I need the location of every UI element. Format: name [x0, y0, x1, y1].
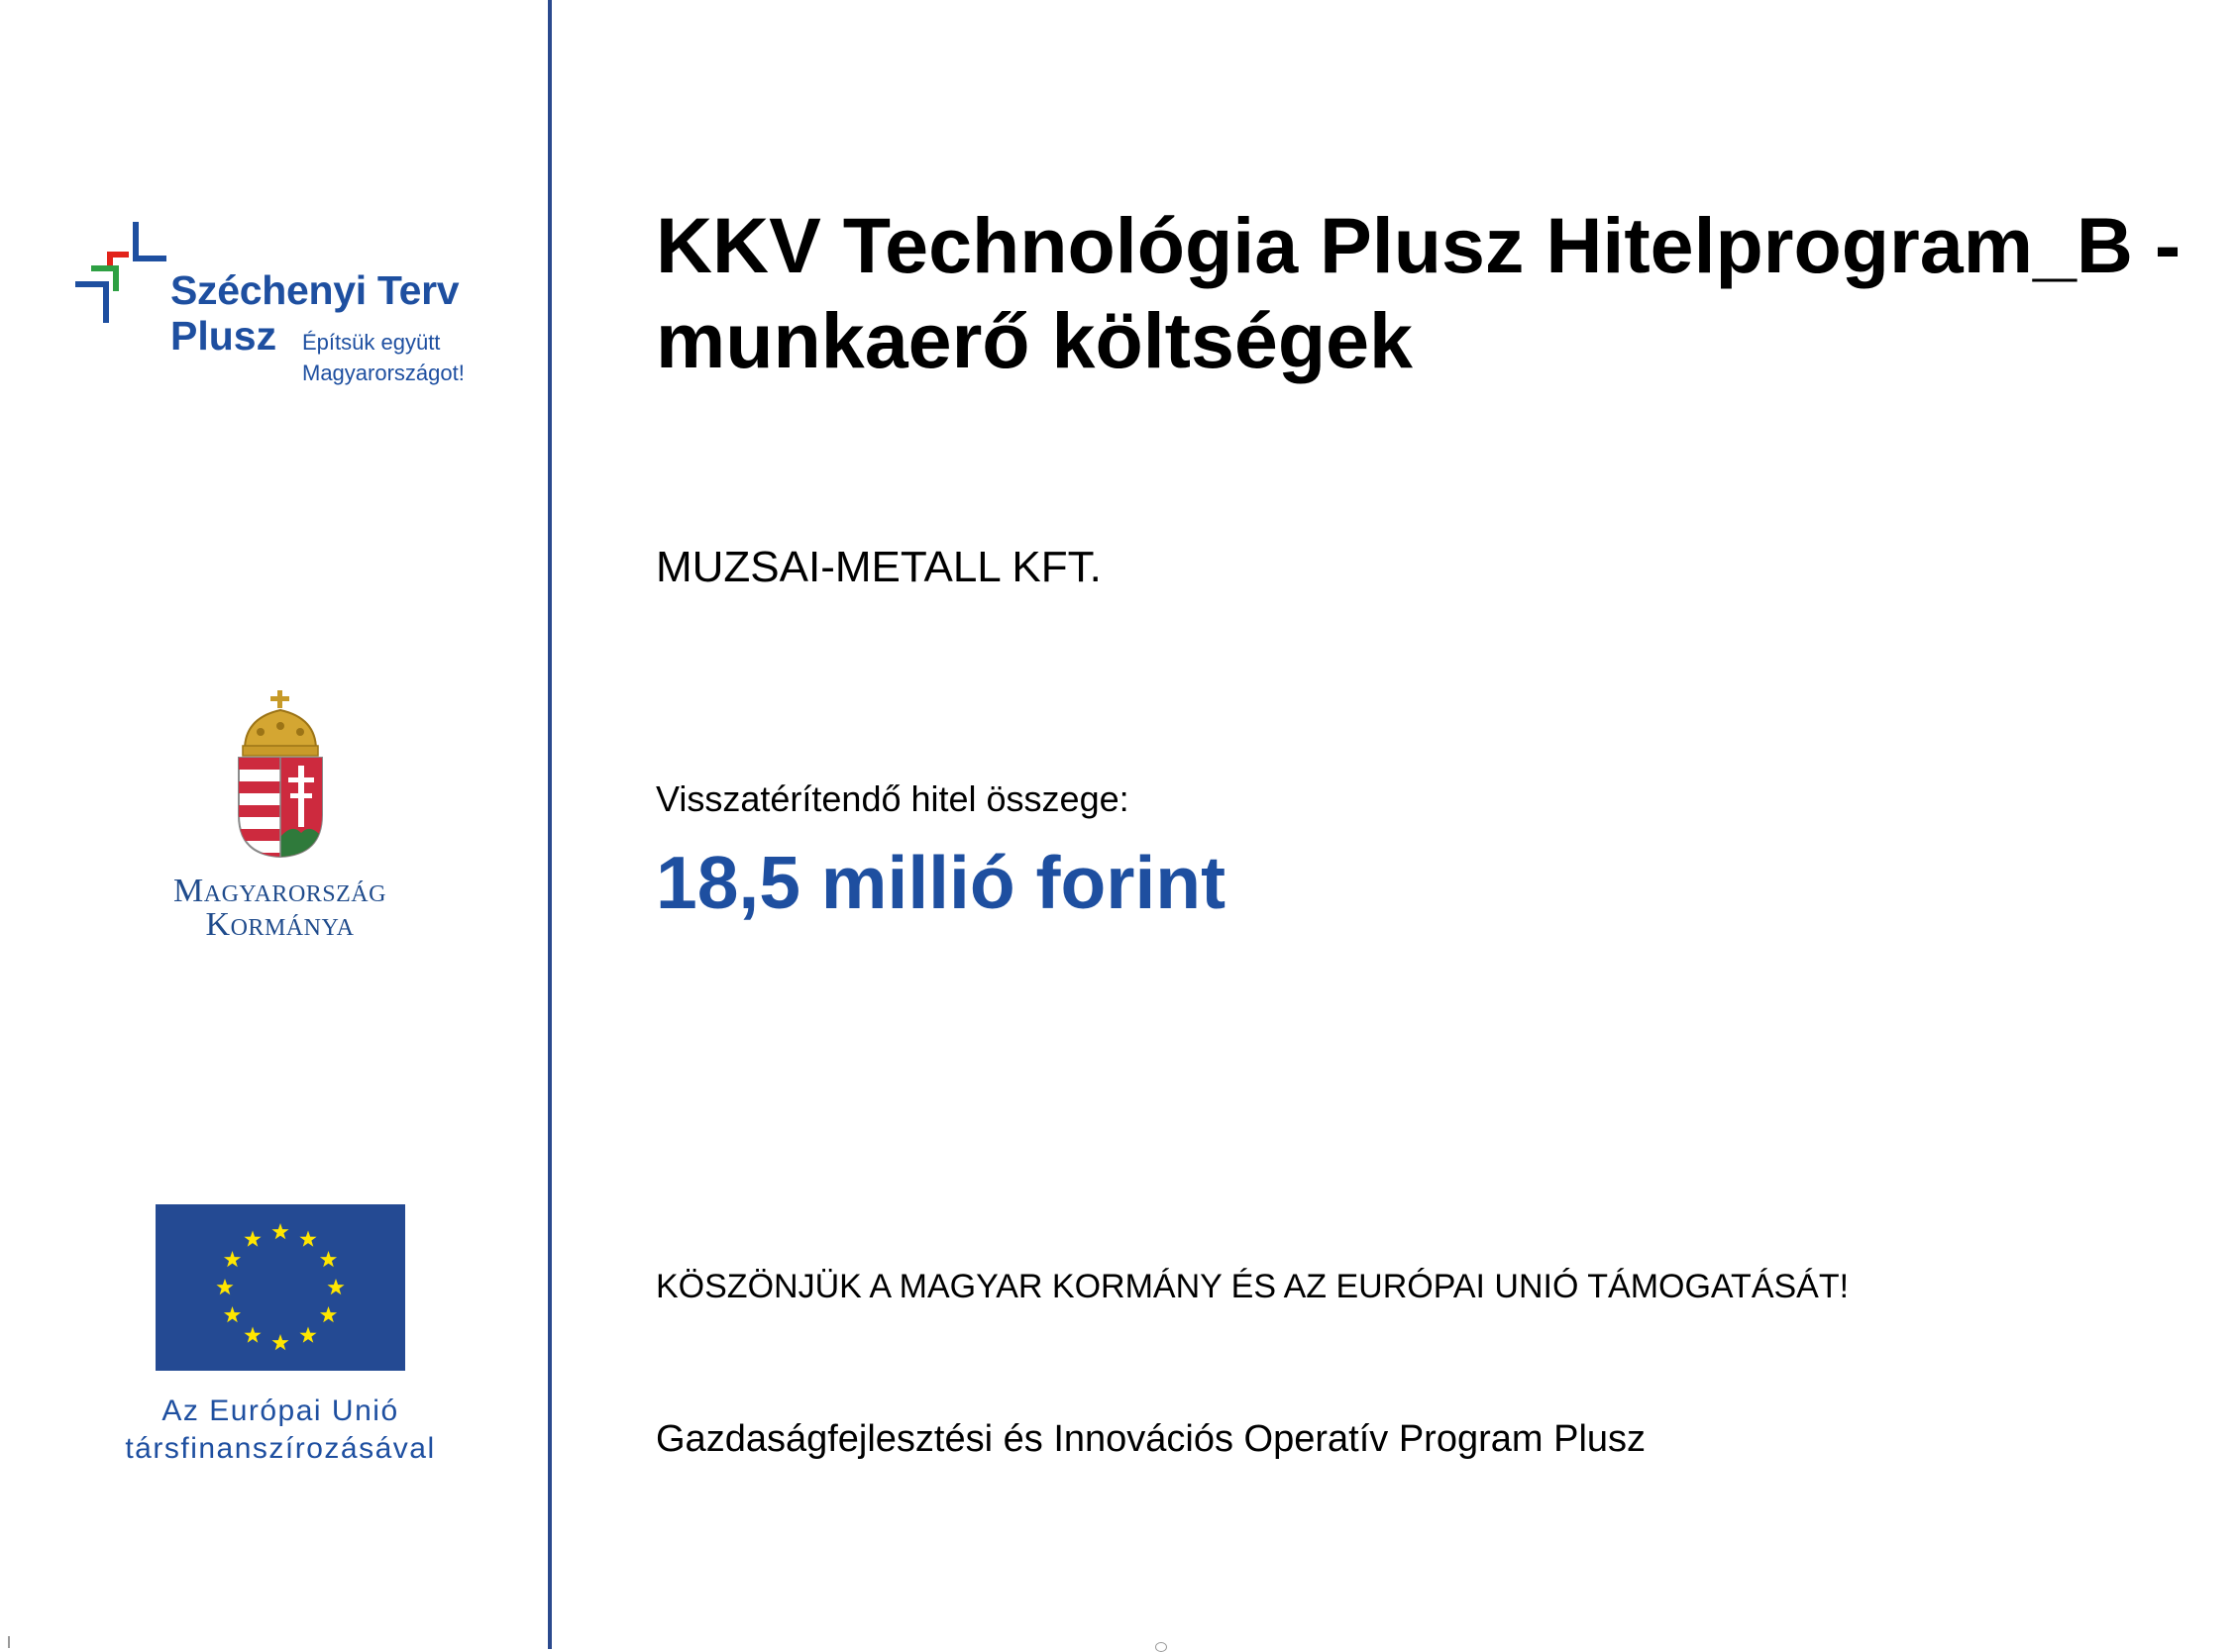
eu-logo [99, 1204, 462, 1472]
eu-line-1: Az Európai Unió [161, 1394, 399, 1427]
hungarian-coat-of-arms-icon [231, 688, 330, 862]
szechenyi-plus: Plusz [170, 313, 277, 359]
szechenyi-title: Széchenyi Terv [170, 267, 460, 313]
operative-program-name: Gazdaságfejlesztési és Innovációs Operatív Program Plusz [656, 1418, 1647, 1460]
vertical-divider [548, 0, 552, 1649]
slogan-line-2: Magyarországot! [302, 361, 465, 385]
slogan-line-1: Építsük együtt [302, 330, 441, 355]
government-name [129, 875, 431, 942]
szechenyi-terv-logo [71, 220, 507, 398]
szechenyi-slogan [302, 327, 465, 388]
government-line-1: Magyarország [173, 873, 386, 909]
hungarian-government-logo [129, 688, 431, 956]
eu-cofinance-text [99, 1393, 462, 1468]
thanks-statement: KÖSZÖNJÜK A MAGYAR KORMÁNY ÉS AZ EURÓPAI UNIÓ TÁMOGATÁSÁT! [656, 1268, 1850, 1305]
beneficiary-name: MUZSAI-METALL KFT. [656, 543, 1102, 591]
szechenyi-cross-icon [71, 220, 170, 329]
government-line-2: Kormánya [205, 906, 355, 943]
loan-amount-value: 18,5 millió forint [656, 841, 1226, 924]
edge-artifact [8, 1636, 10, 1648]
project-title: KKV Technológia Plusz Hitelprogram_B - munkaerő költségek [656, 201, 2182, 384]
eu-line-2: társfinanszírozásával [125, 1432, 436, 1465]
loan-amount-label: Visszatérítendő hitel összege: [656, 778, 1129, 819]
bottom-artifact [1155, 1642, 1167, 1652]
eu-flag-icon [156, 1204, 405, 1371]
